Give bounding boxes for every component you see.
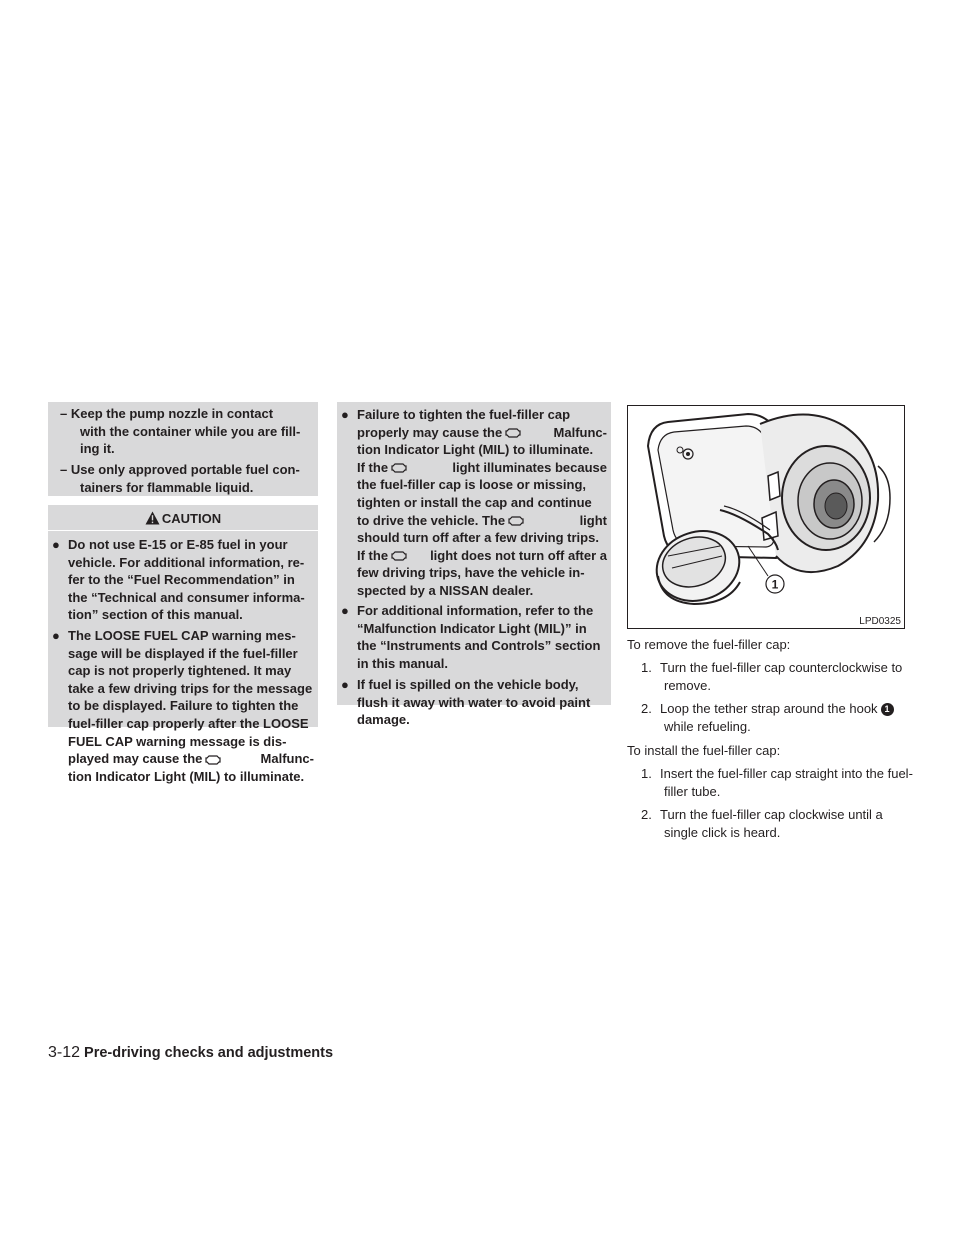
bullet-line: damage. xyxy=(357,712,410,728)
malfunction-indicator-icon xyxy=(390,462,408,474)
step-number: 1. xyxy=(641,766,652,781)
bullet-line-with-icon xyxy=(357,459,607,477)
dash-line: with the container while you are fill- xyxy=(80,423,301,439)
step-line: Turn the fuel-filler cap counterclockwise to xyxy=(660,660,903,675)
page-footer xyxy=(48,1044,333,1062)
malfunction-indicator-icon xyxy=(507,515,525,527)
step-line xyxy=(660,700,911,718)
text-fragment: properly may cause the xyxy=(357,424,503,440)
malfunction-indicator-icon xyxy=(204,754,222,766)
bullet-line: spected by a NISSAN dealer. xyxy=(357,582,534,598)
bullet-line-with-icon xyxy=(357,512,607,530)
bullet-line: fuel-filler cap properly after the LOOSE xyxy=(68,715,309,731)
dash-line: ing it. xyxy=(80,441,115,457)
text-fragment: If the xyxy=(357,459,389,475)
bullet-tighten-cap xyxy=(341,406,607,600)
bullet-line: the “Technical and consumer informa- xyxy=(68,589,305,605)
step-line: Insert the fuel-filler cap straight into the fuel- xyxy=(660,766,913,781)
page-number: 3-12 xyxy=(48,1044,81,1061)
bullet-line: “Malfunction Indicator Light (MIL)” in xyxy=(357,620,587,636)
bullet-line: the fuel-filler cap is loose or missing, xyxy=(357,477,586,493)
bullet-line: tion Indicator Light (MIL) to illuminate. xyxy=(68,768,305,784)
bullet-line: sage will be displayed if the fuel-filler xyxy=(68,645,298,661)
bullet-line: tighten or install the cap and continue xyxy=(357,494,592,510)
warning-triangle-icon xyxy=(145,511,160,525)
dash-line: tainers for flammable liquid. xyxy=(80,479,254,495)
text-fragment: Malfunc- xyxy=(260,751,314,767)
bullet-marker: ● xyxy=(341,677,349,692)
remove-step-1 xyxy=(641,659,911,694)
step-number: 1. xyxy=(641,660,652,675)
remove-step-2 xyxy=(641,700,911,735)
step-line: single click is heard. xyxy=(664,824,781,840)
bullet-marker: ● xyxy=(52,628,60,643)
bullet-line: take a few driving trips for the message xyxy=(68,680,313,696)
text-fragment: Loop the tether strap around the hook xyxy=(660,701,878,716)
text-fragment: to drive the vehicle. The xyxy=(357,512,506,528)
step-line: filler tube. xyxy=(664,783,721,799)
bullet-line: cap is not properly tightened. It may xyxy=(68,663,292,679)
bullet-line: Failure to tighten the fuel-filler cap xyxy=(357,407,571,422)
text-fragment: If the xyxy=(357,547,389,563)
caution-heading xyxy=(48,511,318,526)
bullet-line: tion” section of this manual. xyxy=(68,607,243,623)
dash-line: – Keep the pump nozzle in contact xyxy=(60,406,274,421)
step-line: remove. xyxy=(664,677,711,693)
bullet-line: flush it away with water to avoid paint xyxy=(357,694,591,710)
caution-title: CAUTION xyxy=(161,511,222,526)
remove-heading: To remove the fuel-filler cap: xyxy=(627,637,791,652)
bullet-line: the “Instruments and Controls” section xyxy=(357,638,601,654)
malfunction-indicator-icon xyxy=(390,550,408,562)
section-title: Pre-driving checks and adjustments xyxy=(84,1045,334,1061)
bullet-line: FUEL CAP warning message is dis- xyxy=(68,733,287,749)
text-fragment: light illuminates because xyxy=(452,459,607,475)
install-heading: To install the fuel-filler cap: xyxy=(627,743,781,758)
step-number: 2. xyxy=(641,807,652,822)
bullet-marker: ● xyxy=(341,603,349,618)
bullet-marker: ● xyxy=(341,407,349,422)
figure-label: LPD0325 xyxy=(859,616,901,627)
dash-item-1 xyxy=(60,405,314,458)
bullet-more-info xyxy=(341,602,607,672)
step-line: Turn the fuel-filler cap clockwise until a xyxy=(660,807,883,822)
bullet-line: fer to the “Fuel Recommendation” in xyxy=(68,572,295,588)
figure-callout-1: 1 xyxy=(771,577,779,592)
bullet-line: tion Indicator Light (MIL) to illuminate. xyxy=(357,442,594,458)
malfunction-indicator-icon xyxy=(504,427,522,439)
bullet-line: vehicle. For additional information, re- xyxy=(68,554,305,570)
bullet-line-with-icon xyxy=(357,547,607,565)
text-fragment: played may cause the xyxy=(68,751,203,767)
bullet-line: few driving trips, have the vehicle in- xyxy=(357,565,585,581)
dash-item-2 xyxy=(60,461,314,496)
bullet-marker: ● xyxy=(52,537,60,552)
bullet-loose-fuel-cap xyxy=(52,627,314,785)
text-fragment: light does not turn off after a xyxy=(430,547,607,563)
bullet-line: in this manual. xyxy=(357,655,449,671)
bullet-line-with-icon xyxy=(357,424,607,442)
bullet-line: to be displayed. Failure to tighten the xyxy=(68,698,299,714)
callout-1-icon: 1 xyxy=(881,703,894,716)
step-line: while refueling. xyxy=(664,718,751,734)
bullet-line: The LOOSE FUEL CAP warning mes- xyxy=(68,628,296,643)
caution-divider xyxy=(48,530,318,531)
fuel-filler-figure xyxy=(627,405,905,629)
fuel-filler-illustration xyxy=(628,406,904,628)
install-step-2 xyxy=(641,806,911,841)
dash-line: – Use only approved portable fuel con- xyxy=(60,462,300,477)
text-fragment: light xyxy=(579,512,607,528)
bullet-line: Do not use E-15 or E-85 fuel in your xyxy=(68,537,288,552)
bullet-line-with-icon xyxy=(68,750,314,768)
bullet-fuel-spill xyxy=(341,676,607,729)
bullet-line: For additional information, refer to the xyxy=(357,603,594,618)
step-number: 2. xyxy=(641,701,652,716)
install-step-1 xyxy=(641,765,917,800)
text-fragment: Malfunc- xyxy=(553,424,607,440)
bullet-line: If fuel is spilled on the vehicle body, xyxy=(357,677,579,692)
bullet-e15 xyxy=(52,536,314,624)
bullet-line: should turn off after a few driving trips. xyxy=(357,530,599,546)
